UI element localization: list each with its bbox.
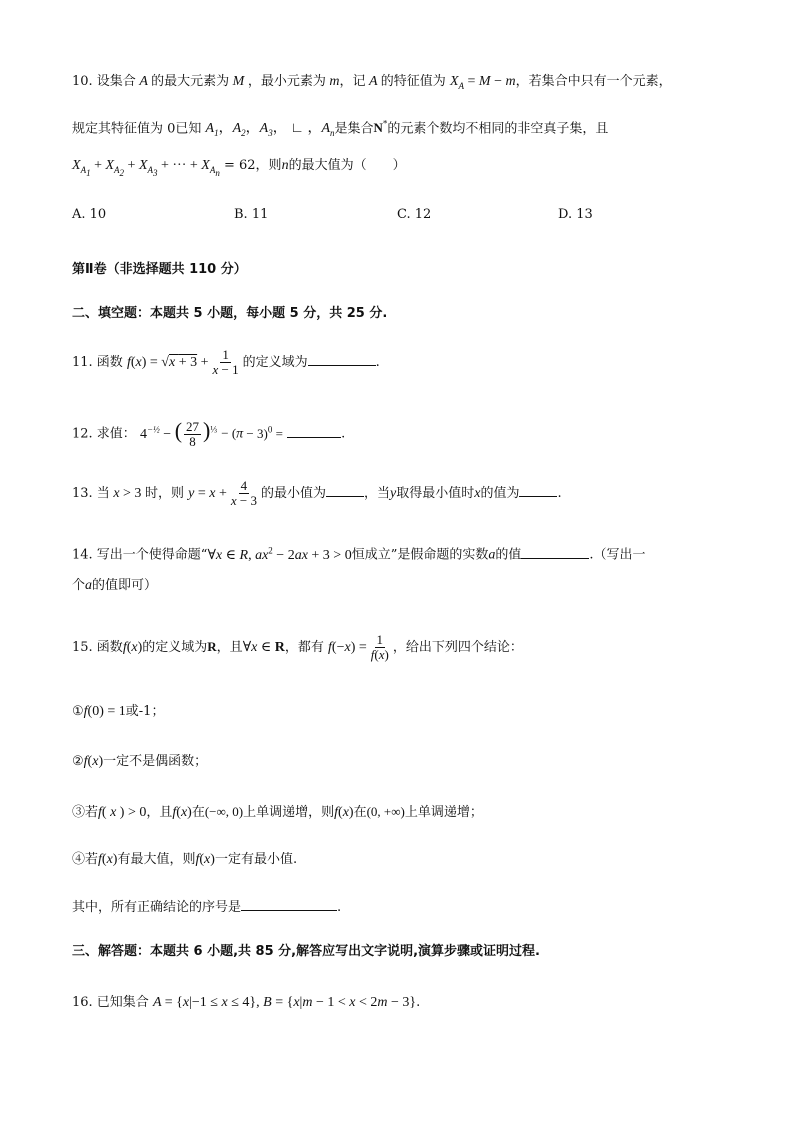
formula-q11: f(x) = √x + 3 + [126,355,209,370]
q10-line-3: $X_{A_1} + X_{A_2} + X_{A_3}$ + ··· + $X_{A_n} = 62$，则n的最大值为（ ） [72,158,406,178]
q11: 11. 函数 f(x) = √x + 3 + $\frac{1}{x - 1}$ 的定义域为 . [72,347,380,377]
formula-q15: f(−x) = [328,640,367,655]
formula-subsets: $A_1$，$A_2$，$A_3$， ∟ ，$A_n$ [205,121,335,139]
q16: 16. 已知集合 A = {x|−1 ≤ x ≤ 4}, B = {x|m − 1 < x < 2m − 3}. [72,995,421,1010]
q15-stem: 15. 函数f(x)的定义域为R，且∀x ∈ R，都有 f(−x) = $\frac{1}{f(x)}$ ，给出下列四个结论： [72,632,523,662]
q13-blank-min[interactable] [326,484,364,497]
q13: 13. 当 x > 3 时，则 y = x + $\frac{4}{x - 3}$ 的最小值为 ，当y取得最小值时x的值为 . [72,478,562,508]
option-a[interactable]: A. 10 [72,207,107,222]
formula-sum: $X_{A_1} + X_{A_2} + X_{A_3}$ + ··· + $X_{A_n}$ [72,158,220,178]
option-c[interactable]: C. 12 [397,207,432,222]
section-2-heading: 二、填空题：本题共 5 小题，每小题 5 分，共 25 分. [72,306,388,321]
q12-answer-blank[interactable] [287,425,341,438]
q10-line-2: 规定其特征值为 0已知 $A_1$，$A_2$，$A_3$， ∟ ，$A_n$是集合N*的元素个数均不相同的非空真子集，且 [72,119,609,139]
q15-statement-1: ①f(0) = 1或-1； [72,704,165,719]
q15-statement-3: ③若f( x ) > 0，且f(x)在(−∞, 0)上单调递增，则f(x)在(0, +∞)上单调递增； [72,804,483,820]
formula-q16: A = {x|−1 ≤ x ≤ 4}, B = {x|m − 1 < x < 2m − 3} [152,995,417,1010]
q14-line-2: 个a的值即可） [72,578,158,593]
q12: 12. 求值： $4^{-\frac{1}{2}}$ − ( $\frac{27}{8}$ )$^{\frac{1}{3}} - (\pi - 3)^0$ = . [72,417,346,449]
q14-answer-blank[interactable] [521,546,589,559]
q13-blank-x[interactable] [519,484,557,497]
option-b[interactable]: B. 11 [234,207,269,222]
formula-feature-value: $X_A = M - m$ [449,74,516,91]
formula-q13: y = x + [188,486,227,501]
volume-title: 第Ⅱ卷（非选择题共 110 分） [72,262,247,277]
formula-q12: $4^{-\frac{1}{2}}$ − ( [139,417,183,443]
q10-line-1: 10. 设集合 A 的最大元素为 M ，最小元素为 m，记 A 的特征值为 $X_A = M - m$，若集合中只有一个元素， [72,74,672,91]
q15-tail: 其中，所有正确结论的序号是 . [72,900,342,915]
section-3-heading: 三、解答题：本题共 6 小题,共 85 分,解答应写出文字说明,演算步骤或证明过程. [72,944,540,959]
q11-answer-blank[interactable] [308,353,376,366]
q15-statement-2: ②f(x)一定不是偶函数； [72,754,208,769]
option-d[interactable]: D. 13 [558,207,593,222]
q15-answer-blank[interactable] [241,898,337,911]
formula-q14: ∀x ∈ R, $ax^2 - 2ax + 3 > 0$ [207,545,352,563]
q14-line-1: 14. 写出一个使得命题“∀x ∈ R, $ax^2 - 2ax + 3 > 0$恒成立”是假命题的实数a的值 .（写出一 [72,545,646,563]
q15-statement-4: ④若f(x)有最大值，则f(x)一定有最小值. [72,852,298,867]
